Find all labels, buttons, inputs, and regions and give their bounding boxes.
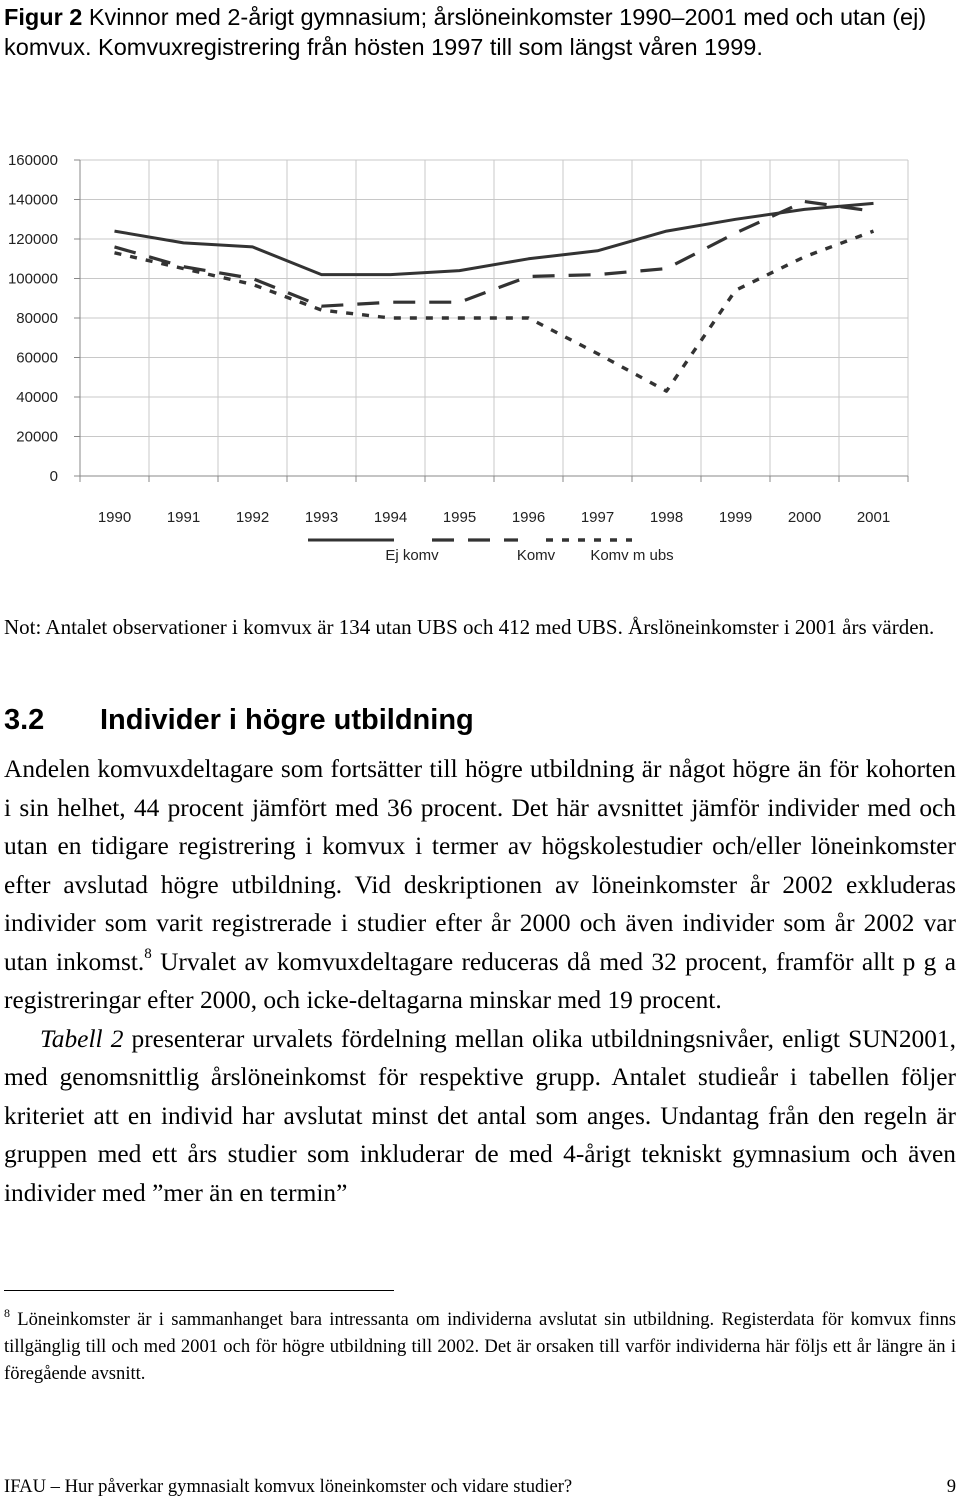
y-tick-label: 140000 <box>7 191 58 209</box>
footnote-ref[interactable]: 8 <box>144 945 152 962</box>
figure-label: Figur 2 <box>4 4 83 30</box>
body-text <box>4 750 956 1212</box>
y-tick-label: 80000 <box>16 310 58 327</box>
footnote-text: Löneinkomster är i sammanhanget bara intressanta om individerna avslutat sin utbildning. Registerdata för komvux finns tillgänglig till och med 2001 och för högre utbildning till 2002. Det är orsaken till varför individerna här följs ett år längre än i föregående avsnitt. <box>4 1309 956 1384</box>
x-tick-label: 2000 <box>787 509 822 526</box>
figure-note: Not: Antalet observationer i komvux är 134 utan UBS och 412 med UBS. Årslöneinkomster i 2001 års värden. <box>4 615 935 639</box>
y-tick-labels <box>8 152 58 485</box>
x-tick-labels <box>98 509 890 526</box>
x-tick-label: 1992 <box>235 509 270 526</box>
x-tick-label: 1995 <box>442 509 477 526</box>
x-tick-label: 1998 <box>649 509 684 526</box>
x-tick-label: 1997 <box>580 509 615 526</box>
x-tick-label: 1999 <box>718 509 753 526</box>
x-tick-label: 1990 <box>97 509 132 526</box>
section-title: Individer i högre utbildning <box>100 704 474 736</box>
figure-caption <box>4 2 944 62</box>
footer-text: IFAU – Hur påverkar gymnasialt komvux löneinkomster och vidare studier? <box>4 1476 573 1497</box>
y-tick-label: 20000 <box>16 428 58 446</box>
footnote <box>4 1306 956 1387</box>
x-tick-label: 1993 <box>304 509 339 526</box>
paragraph-1 <box>4 750 956 1020</box>
x-tick-label: 1996 <box>511 509 546 526</box>
chart-legend <box>308 540 674 564</box>
line-chart <box>0 140 960 580</box>
x-tick-label: 2001 <box>856 509 891 526</box>
page-number: 9 <box>946 1476 956 1497</box>
chart-axes <box>74 160 908 482</box>
paragraph-1-text-b: Urvalet av komvuxdeltagare reduceras då med 32 procent, framför allt p g a registreringar efter 2000, och icke-deltagarna minskar med 19 procent. <box>4 947 956 1014</box>
figure-caption-text: Kvinnor med 2-årigt gymnasium; årslöneinkomster 1990–2001 med och utan (ej) komvux. Komvuxregistrering från hösten 1997 till som längst våren 1999. <box>4 4 927 60</box>
legend-label-2: Komv <box>516 547 556 564</box>
y-tick-label: 0 <box>49 468 58 485</box>
footnote-divider <box>4 1290 394 1291</box>
y-tick-label: 40000 <box>16 389 58 406</box>
page-footer <box>4 1474 956 1500</box>
x-tick-label: 1994 <box>373 509 408 526</box>
legend-label-1: Ej komv <box>385 547 439 564</box>
section-heading <box>4 700 474 740</box>
paragraph-1-text-a: Andelen komvuxdeltagare som fortsätter till högre utbildning är något högre än för kohorten i sin helhet, 44 procent jämfört med 36 procent. Det här avsnittet jämför individer med och utan en tidigare registrering i komvux i termer av högskolestudier och/eller löneinkomster efter avslutad högre utbildning. Vid deskriptionen av löneinkomster år 2002 exkluderas individer som varit registrerade i studier efter år 2000 och även individer som år 2002 var utan inkomst. <box>4 755 956 976</box>
y-tick-label: 160000 <box>7 152 58 169</box>
y-tick-label: 60000 <box>16 349 58 367</box>
legend-label-3: Komv m ubs <box>590 547 674 564</box>
paragraph-2 <box>4 1020 956 1213</box>
section-number: 3.2 <box>4 704 45 736</box>
paragraph-2-text: presenterar urvalets fördelning mellan olika utbildningsnivåer, enligt SUN2001, med genomsnittlig årslöneinkomst för respektive grupp. Antalet studieår i tabellen följer kriteriet att en individ har avslutat minst det antal som anges. Undantag från den regeln är gruppen med ett års studier som inkluderar de med 4-årigt tekniskt gymnasium och även individer med ”mer än en termin” <box>4 1024 956 1207</box>
table-reference: Tabell 2 <box>40 1024 124 1053</box>
footnote-number: 8 <box>4 1306 10 1320</box>
x-tick-label: 1991 <box>166 509 201 526</box>
y-tick-label: 100000 <box>7 270 58 288</box>
y-tick-label: 120000 <box>7 231 58 248</box>
